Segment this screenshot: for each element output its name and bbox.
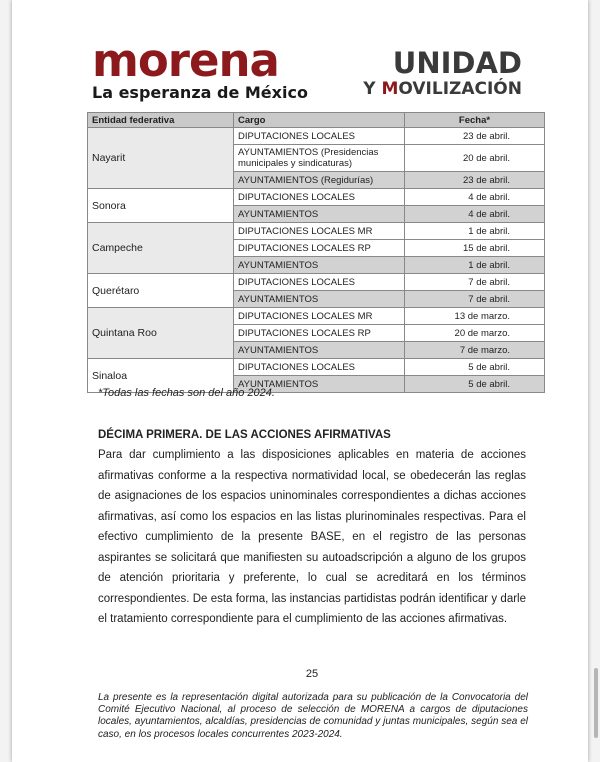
cargo-cell: DIPUTACIONES LOCALES RP xyxy=(234,325,405,342)
fecha-cell: 7 de abril. xyxy=(405,274,545,291)
section-heading: DÉCIMA PRIMERA. DE LAS ACCIONES AFIRMATIVAS xyxy=(98,429,391,441)
entity-cell: Sonora xyxy=(88,189,234,223)
cargo-cell: AYUNTAMIENTOS xyxy=(234,206,405,223)
fecha-cell: 23 de abril. xyxy=(405,128,545,145)
cargo-cell: DIPUTACIONES LOCALES MR xyxy=(234,223,405,240)
fecha-cell: 5 de abril. xyxy=(405,359,545,376)
table-footnote: *Todas las fechas son del año 2024. xyxy=(98,387,275,399)
section-body: Para dar cumplimiento a las disposiciones aplicables en materia de acciones afirmativas conforme a la respectiva normatividad local, se obedecerán las reglas de asignaciones de los espacios uninominales correspondientes a dichas acciones afirmativas, así como los espacios en las listas plurinominales respectivas. Para el efectivo cumplimiento de la presente BASE, en el registro de las personas aspirantes se solicitará que manifiesten su autoadscripción a alguno de los grupos de atención prioritaria y preferente, lo cual se acreditará en los términos correspondientes. De esta forma, las instancias partidistas podrán identificar y darle el tratamiento correspondiente para el cumplimiento de las acciones afirmativas. xyxy=(98,449,526,625)
cargo-cell: AYUNTAMIENTOS xyxy=(234,376,405,393)
entity-cell: Nayarit xyxy=(88,128,234,189)
morena-logo xyxy=(92,34,308,102)
scrollbar-thumb[interactable] xyxy=(594,668,598,738)
morena-logo-word: morena xyxy=(92,34,279,87)
cargo-cell: DIPUTACIONES LOCALES MR xyxy=(234,308,405,325)
cargo-cell: AYUNTAMIENTOS (Presidencias municipales y sindicaturas) xyxy=(234,145,405,172)
header-cargo: Cargo xyxy=(234,113,405,128)
morena-logo-tagline: La esperanza de México xyxy=(92,83,308,102)
page-number: 25 xyxy=(305,668,319,680)
cargo-cell: DIPUTACIONES LOCALES xyxy=(234,359,405,376)
fecha-cell: 1 de abril. xyxy=(405,257,545,274)
fecha-cell: 13 de marzo. xyxy=(405,308,545,325)
fecha-cell: 5 de abril. xyxy=(405,376,545,393)
entity-cell: Campeche xyxy=(88,223,234,274)
fecha-cell: 20 de abril. xyxy=(405,145,545,172)
table-row xyxy=(88,128,545,145)
table-row xyxy=(88,189,545,206)
cargo-cell: DIPUTACIONES LOCALES RP xyxy=(234,240,405,257)
dates-table xyxy=(87,112,545,393)
fecha-cell: 1 de abril. xyxy=(405,223,545,240)
entity-cell: Querétaro xyxy=(88,274,234,308)
fecha-cell: 7 de marzo. xyxy=(405,342,545,359)
fecha-cell: 4 de abril. xyxy=(405,189,545,206)
entity-cell: Sinaloa xyxy=(88,359,234,393)
table-row xyxy=(88,274,545,291)
fecha-cell: 4 de abril. xyxy=(405,206,545,223)
unidad-logo-line1: UNIDAD xyxy=(392,46,522,80)
cargo-cell: AYUNTAMIENTOS xyxy=(234,342,405,359)
header-entidad: Entidad federativa xyxy=(88,113,234,128)
document-page xyxy=(12,0,588,762)
entity-cell: Quintana Roo xyxy=(88,308,234,359)
table-header-row xyxy=(88,113,545,128)
table-row xyxy=(88,223,545,240)
fecha-cell: 23 de abril. xyxy=(405,172,545,189)
cargo-cell: AYUNTAMIENTOS xyxy=(234,257,405,274)
table-row xyxy=(88,308,545,325)
footer-disclaimer: La presente es la representación digital autorizada para su publicación de la Convocatoria del Comité Ejecutivo Nacional, al proceso de selección de MORENA a cargos de diputaciones locales, ayuntamientos, alcaldías, presidencias de comunidad y juntas municipales, según sea el caso, en los procesos locales concurrentes 2023-2024. xyxy=(98,692,528,740)
fecha-cell: 20 de marzo. xyxy=(405,325,545,342)
cargo-cell: DIPUTACIONES LOCALES xyxy=(234,274,405,291)
table-row xyxy=(88,359,545,376)
cargo-cell: DIPUTACIONES LOCALES xyxy=(234,189,405,206)
cargo-cell: AYUNTAMIENTOS xyxy=(234,291,405,308)
unidad-logo-line2: Y MOVILIZACIÓN xyxy=(363,79,522,99)
cargo-cell: AYUNTAMIENTOS (Regidurías) xyxy=(234,172,405,189)
fecha-cell: 15 de abril. xyxy=(405,240,545,257)
header-fecha: Fecha* xyxy=(405,113,545,128)
unidad-logo xyxy=(363,48,522,100)
fecha-cell: 7 de abril. xyxy=(405,291,545,308)
cargo-cell: DIPUTACIONES LOCALES xyxy=(234,128,405,145)
